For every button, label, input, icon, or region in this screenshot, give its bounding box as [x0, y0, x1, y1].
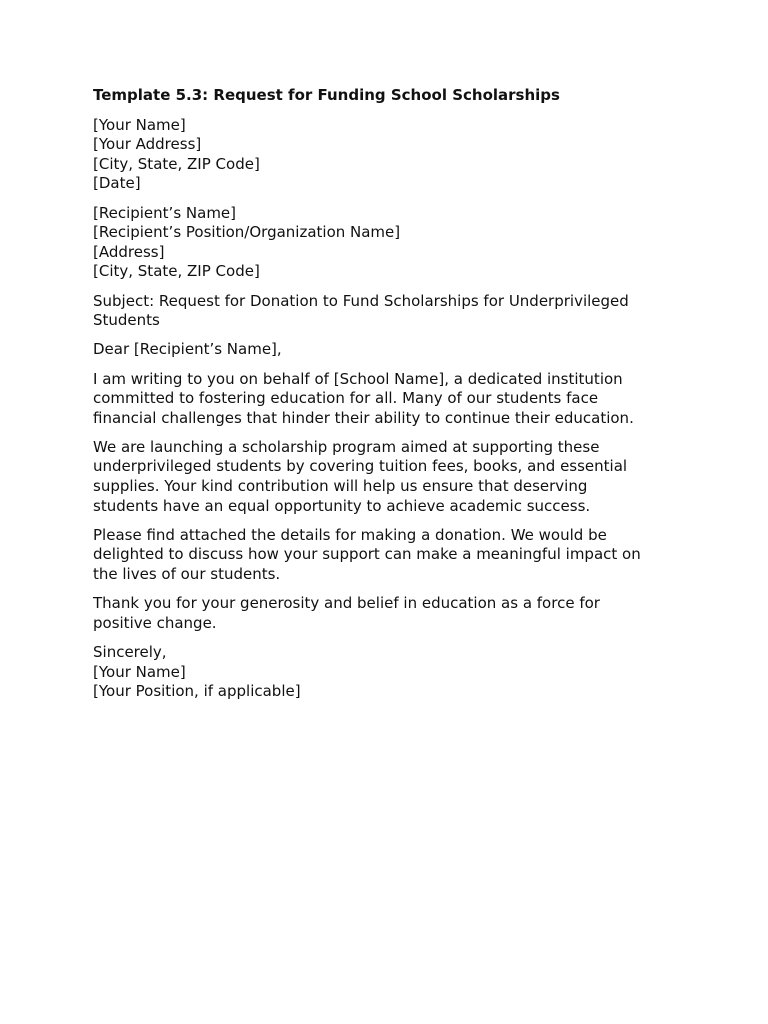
sender-name: [Your Name] [93, 115, 186, 134]
body-paragraph-4 [93, 594, 693, 633]
subject-line-1: Subject: Request for Donation to Fund Scholarships for Underprivileged [93, 291, 629, 310]
closing-position: [Your Position, if applicable] [93, 682, 301, 701]
salutation [93, 340, 693, 360]
body-paragraph-2 [93, 438, 693, 516]
paragraph-line: supplies. Your kind contribution will help us ensure that deserving [93, 477, 588, 496]
document-title: Template 5.3: Request for Funding School Scholarships [93, 86, 560, 104]
paragraph-line: Thank you for your generosity and belief in education as a force for [93, 594, 600, 613]
closing-name: [Your Name] [93, 662, 186, 681]
recipient-city-state-zip: [City, State, ZIP Code] [93, 262, 260, 281]
subject-line-2: Students [93, 311, 160, 330]
paragraph-line: financial challenges that hinder their ability to continue their education. [93, 408, 634, 427]
sender-block [93, 116, 693, 194]
sender-date: [Date] [93, 174, 141, 193]
recipient-position-org: [Recipient’s Position/Organization Name] [93, 223, 401, 242]
subject-line [93, 292, 693, 331]
sender-city-state-zip: [City, State, ZIP Code] [93, 154, 260, 173]
paragraph-line: committed to fostering education for all. Many of our students face [93, 389, 599, 408]
closing-block [93, 643, 693, 702]
paragraph-line: I am writing to you on behalf of [School Name], a dedicated institution [93, 369, 623, 388]
paragraph-line: positive change. [93, 613, 217, 632]
paragraph-line: students have an equal opportunity to achieve academic success. [93, 496, 591, 515]
salutation-text: Dear [Recipient’s Name], [93, 340, 282, 359]
recipient-block [93, 204, 693, 282]
paragraph-line: underprivileged students by covering tuition fees, books, and essential [93, 457, 628, 476]
letter-page [93, 86, 693, 711]
sign-off: Sincerely, [93, 643, 167, 661]
paragraph-line: the lives of our students. [93, 565, 281, 584]
body-paragraph-3 [93, 526, 693, 585]
sender-address: [Your Address] [93, 135, 202, 154]
recipient-name: [Recipient’s Name] [93, 203, 237, 222]
recipient-address: [Address] [93, 242, 165, 261]
paragraph-line: We are launching a scholarship program aimed at supporting these [93, 437, 600, 456]
paragraph-line: Please find attached the details for making a donation. We would be [93, 525, 607, 544]
body-paragraph-1 [93, 370, 693, 429]
paragraph-line: delighted to discuss how your support can make a meaningful impact on [93, 545, 641, 564]
